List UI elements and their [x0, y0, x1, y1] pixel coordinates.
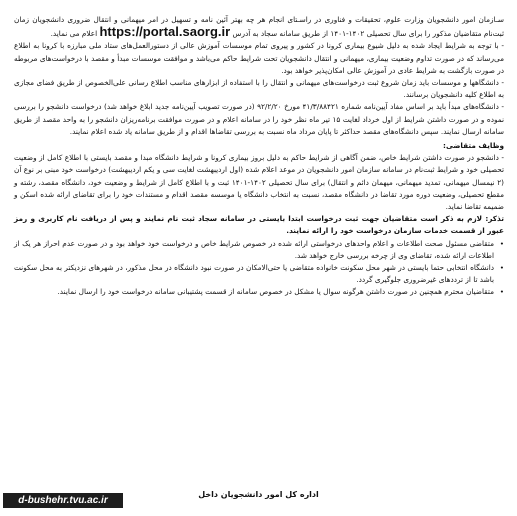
intro-suffix: اعلام می نماید.	[50, 29, 98, 39]
intro-text: سـازمان امور دانشجویان وزارت علوم، تحقیقات و فناوری در راسـتای انجام هر چه بهتر آئین نامه و تسهیل در امر میهمانی و انتقال ضروری دانشجویان زمان ثبت‌نام متقاضیان مذکور را برای سال تحصیلی ۱۴۰۲-۱۴۰۱ از طریق سامانه سجاد به آدرس	[14, 15, 504, 39]
portal-link[interactable]: https://portal.saorg.ir	[99, 24, 231, 40]
intro-paragraph	[14, 14, 504, 40]
list-item: • متقاضی مسئول صحت اطلاعات و اعلام واحدهای درخواستی ارائه شده در خصوص شرایط خاص و درخواست خود خواهد بود و در صورت عدم احراز هر یک از اطلاعات ارائه شده، تقاضای وی از چرخه بررسی خارج خواهد شد.	[14, 238, 504, 262]
note-origin-university: - دانشگاه‌های مبدأ باید بر اساس مفاد آیین‌نامه شماره ۴۱/۳/۸۸۴۲۱ مورخ ۹۲/۲/۲۰ (در صورت تصویب آیین‌نامه جدید ابلاغ خواهد شد) درخواست دانشجو را بررسی نموده و در صورت داشتن شرایط از اول خرداد لغایت ۱۵ تیر ماه نظر خود را در سامانه اعلام و در صورت موافقت برنامه‌ریزان دانشجو را به واحد مقصد از طریق سامانه ارسال نمایند. سپس دانشگاه‌های مقصد حداکثر تا پایان مرداد ماه نسبت به بررسی تقاضاها اقدام و از طریق سامانه یاد شده اعلام نمایند.	[14, 102, 504, 136]
bullet-list	[14, 238, 504, 299]
announcement-body	[14, 14, 504, 484]
note-corona: - با توجه به شرایط ایجاد شده به دلیل شیوع بیماری کرونا در کشور و پیروی تمام موسسات آموزش عالی از دستورالعمل‌های ستاد ملی مبارزه با کرونا به اطلاع می‌رساند که در صورت تداوم وضعیت بیماری، میهمانی و انتقال دانشجویان تحت شرایط حاکم می‌باشد و موافقت موسسات مبدأ و مقصد با درخواست‌های مربوطه در صورت بازگشت به شرایط عادی در آموزش عالی امکان‌پذیر خواهد بود.	[14, 41, 504, 75]
list-item: • دانشگاه انتخابی حتما بایستی در شهر محل سکونت خانواده متقاضی یا حتی‌الامکان در صورت نبود دانشگاه در محل مذکور، در شهرهای نزدیکتر به محل سکونت باشد تا از ترددهای غیرضروری جلوگیری گردد.	[14, 262, 504, 286]
duty-main-paragraph: - دانشجو در صورت داشتن شرایط خاص، ضمن آگاهی از شرایط حاکم به دلیل بروز بیماری کرونا و شرایط دانشگاه مبدا و مقصد بایستی با اطلاع کامل از وضعیت تحصیلی خود و شرایط ثبت‌نام در سامانه سازمان امور دانشجویان در موعد اعلام شده (اول اردیبهشت لغایت سی و یکم اردیبهشت) درخواست خود مبنی بر نوع آن (۲ نیمسال میهمانی، تمدید میهمانی، میهمان دائم و انتقال) برای سال تحصیلی ۱۴۰۲-۱۴۰۱ ثبت و با اطلاع کامل از شرایط و وضعیت خود، دانشگاه مقصد، رشته و مقطع تحصیلی، وضعیت دوره مورد تقاضا در دانشگاه مقصد، نسبت به انتخاب دانشگاه یا موسسه مقصد اقدام و مستندات خود را برای تقاضای ارائه شده اسکن و ضمیمه تقاضا نماید.	[14, 153, 505, 212]
note-notification: - دانشگاهها و موسسات باید زمان شروع ثبت درخواست‌های میهمانی و انتقال را با استفاده از ابزارهای مناسب اطلاع رسانی علی‌الخصوص از طریق فضای مجازی به اطلاع کلیه دانشجویان برسانند.	[14, 78, 504, 100]
signature: اداره کل امور دانشجویان داخل	[198, 490, 319, 499]
duties-heading: وظایف متقاضی:	[443, 141, 504, 151]
tip-paragraph: تذکر: لازم به ذکر است متقاضیان جهت ثبت درخواست ابتدا بایستی در سامانه سجاد ثبت نام نمایند و پس از دریافت نام کاربری و رمز عبور از قسمت خدمات سازمان درخواست خود را ارائه نمایند.	[14, 214, 504, 236]
list-item: • متقاضیان محترم همچنین در صورت داشتن هرگونه سوال یا مشکل در خصوص سامانه از قسمت پشتیبانی سامانه درخواست خود را ارسال نمایند.	[14, 286, 504, 298]
site-watermark: d-bushehr.tvu.ac.ir	[3, 493, 123, 508]
